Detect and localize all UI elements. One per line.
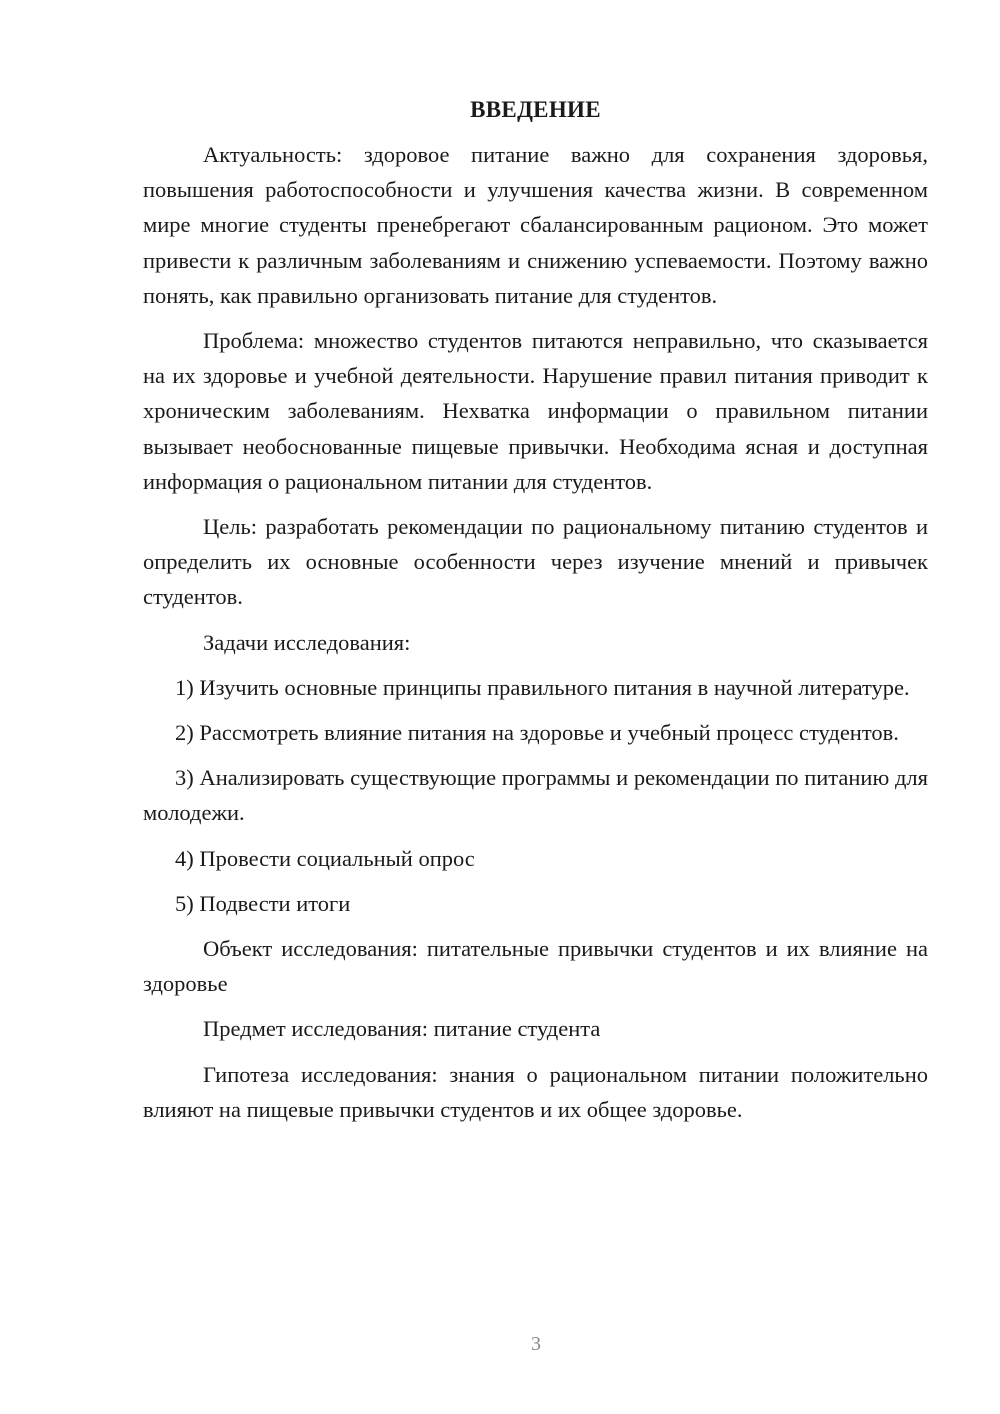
- page-number: 3: [531, 1333, 541, 1355]
- task-item-2: 2) Рассмотреть влияние питания на здоровье и учебный процесс студентов.: [175, 720, 899, 746]
- paragraph-hypothesis: Гипотеза исследования: знания о рациональном питании положительно влияют на пищевые привычки студентов и их общее здоровье.: [143, 1061, 928, 1122]
- paragraph-goal: Цель: разработать рекомендации по рациональному питанию студентов и определить их основные особенности через изучение мнений и привычек студентов.: [143, 514, 928, 610]
- section-title: ВВЕДЕНИЕ: [470, 97, 601, 122]
- paragraph-relevance: Актуальность: здоровое питание важно для сохранения здоровья, повышения работоспособности и улучшения качества жизни. В современном мире многие студенты пренебрегают сбалансированным рационом. Это может привести к различным заболеваниям и снижению успеваемости. Поэтому важно понять, как правильно организовать питание для студентов.: [143, 142, 928, 308]
- task-item-5: 5) Подвести итоги: [175, 890, 351, 916]
- tasks-heading: Задачи исследования:: [203, 629, 411, 655]
- task-item-1: 1) Изучить основные принципы правильного питания в научной литературе.: [175, 674, 910, 700]
- paragraph-subject: Предмет исследования: питание студента: [203, 1016, 601, 1042]
- paragraph-problem: Проблема: множество студентов питаются неправильно, что сказывается на их здоровье и учебной деятельности. Нарушение правил питания приводит к хроническим заболеваниям. Нехватка информации о правильном питании вызывает необоснованные пищевые привычки. Необходима ясная и доступная информация о рациональном питании для студентов.: [143, 328, 928, 494]
- document-page: [143, 92, 928, 1127]
- paragraph-object: Объект исследования: питательные привычки студентов и их влияние на здоровье: [143, 936, 928, 997]
- task-item-3: 3) Анализировать существующие программы и рекомендации по питанию для молодежи.: [143, 765, 928, 826]
- task-item-4: 4) Провести социальный опрос: [175, 845, 475, 871]
